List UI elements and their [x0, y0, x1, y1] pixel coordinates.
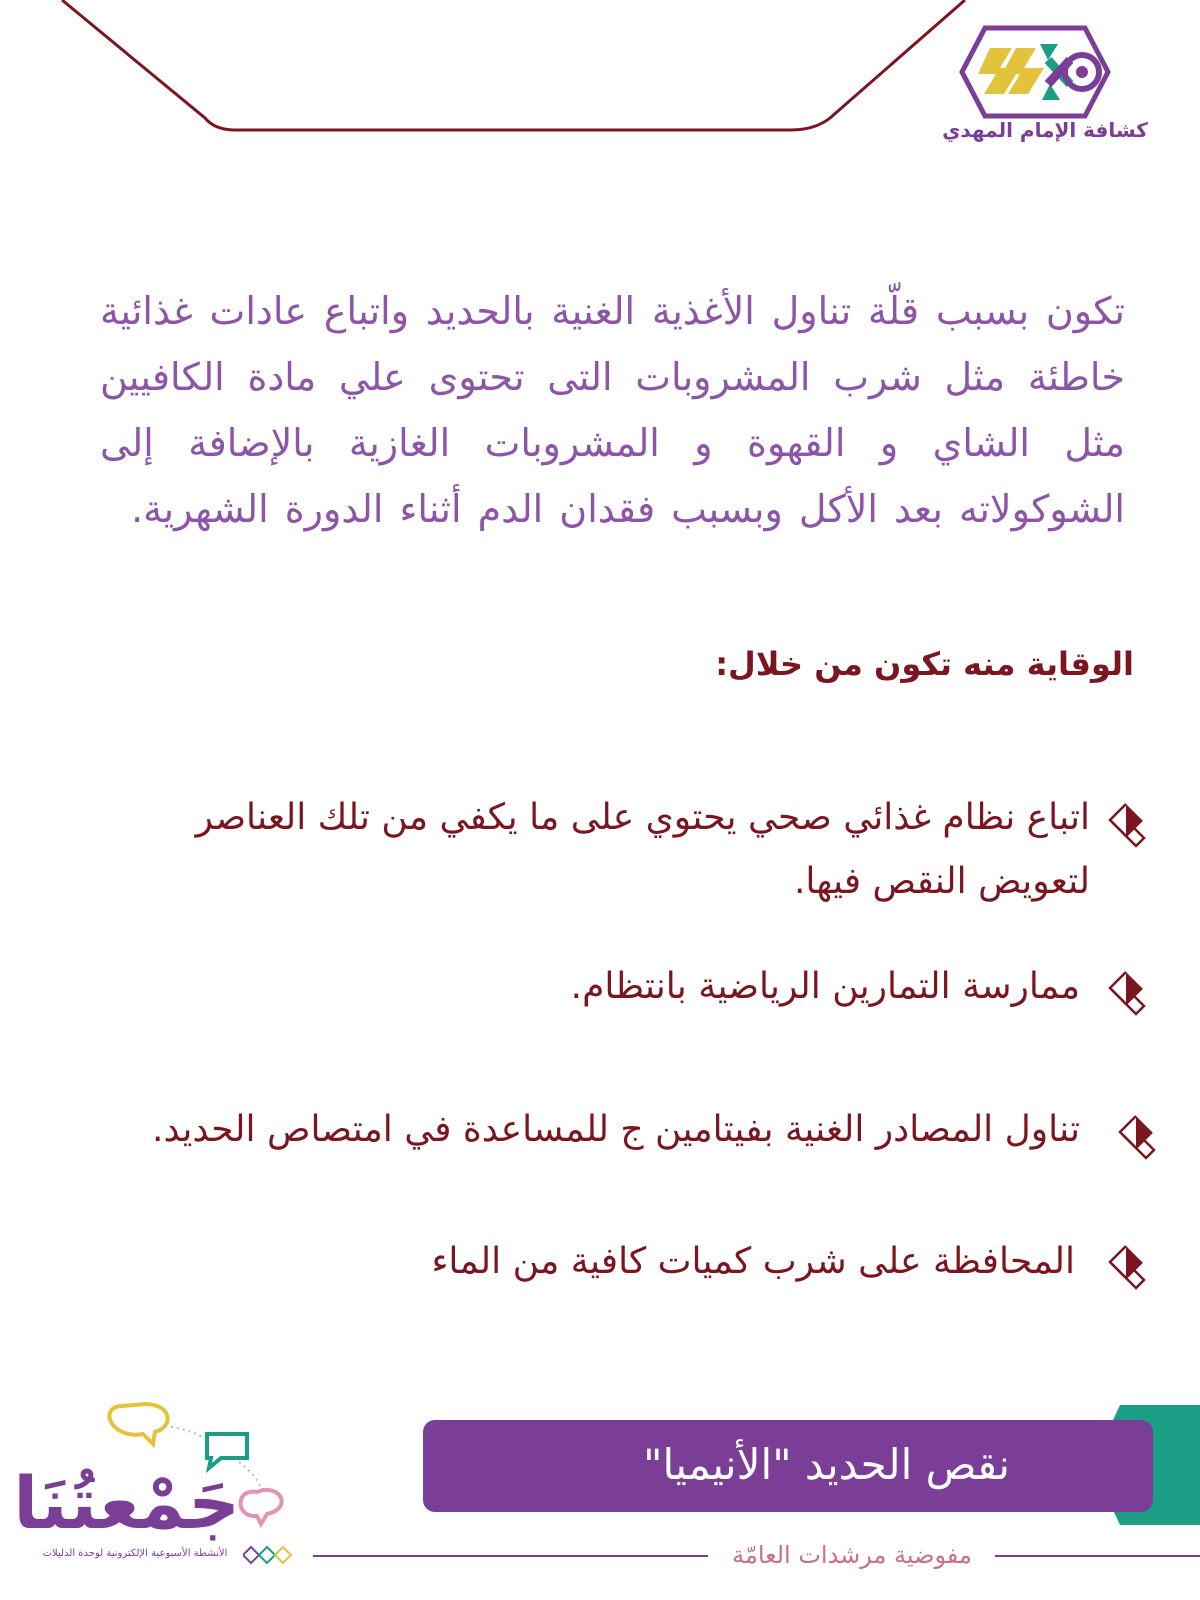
bullet-diamond-icon — [1106, 800, 1146, 852]
footer-divider-right — [995, 1555, 1200, 1557]
bullet-item-3: تناول المصادر الغنية بفيتامين ج للمساعدة في امتصاص الحديد. — [152, 1109, 1080, 1150]
footer-subtitle: مفوضية مرشدات العامّة — [732, 1541, 972, 1569]
scout-emblem-icon — [940, 20, 1150, 120]
org-logo-text: كشافة الإمام المهدي — [942, 118, 1148, 142]
prevention-heading: الوقاية منه تكون من خلال: — [715, 645, 1134, 683]
intro-paragraph: تكون بسبب قلّة تناول الأغذية الغنية بالحديد واتباع عادات غذائية خاطئة مثل شرب المشروبات التى تحتوى علي مادة الكافيين مثل الشاي و القهوة و المشروبات الغازية بالإضافة إلى الشوكولاته بعد الأكل وبسبب فقدان الدم أثناء الدورة الشهرية. — [100, 289, 1125, 531]
bullet-diamond-icon — [1106, 1242, 1146, 1294]
footer-divider-left — [313, 1555, 708, 1557]
bullet-diamond-icon — [1106, 968, 1146, 1020]
bullet-item-1: اتباع نظام غذائي صحي يحتوي على ما يكفي من تلك العناصر لتعويض النقص فيها. — [195, 797, 1090, 902]
campaign-logo-text: جَمْعتُنَا — [13, 1461, 240, 1545]
diamonds-icon — [243, 1543, 293, 1567]
bullet-item-4: المحافظة على شرب كميات كافية من الماء — [431, 1241, 1075, 1282]
bullet-diamond-icon — [1116, 1112, 1156, 1164]
campaign-caption: الأنشطة الأسبوعية الإلكترونية لوحدة الدليلات — [42, 1548, 228, 1559]
page-title: نقص الحديد "الأنيميا" — [643, 1440, 1010, 1489]
bullet-item-2: ممارسة التمارين الرياضية بانتظام. — [570, 966, 1080, 1007]
